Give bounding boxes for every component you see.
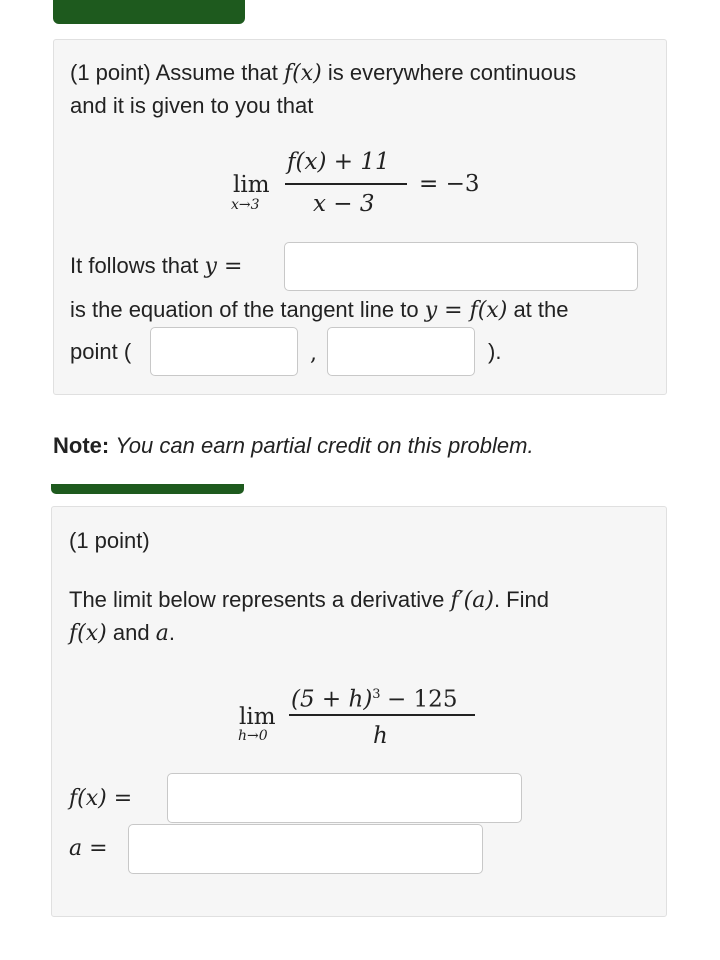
- point-close: ).: [488, 339, 502, 364]
- problem-tab-top: [53, 0, 245, 24]
- point-comma: ,: [310, 341, 317, 366]
- problem-2-desc-line2: [69, 620, 175, 647]
- problem-1-fx: f(x): [284, 61, 322, 86]
- problem-1-intro: [70, 60, 576, 87]
- tangent-text-b: at the: [513, 297, 569, 322]
- problem-2-desc-b: . Find: [493, 587, 549, 612]
- problem-2-points: (1 point): [69, 528, 150, 553]
- limit-2-numerator: [291, 682, 457, 713]
- problem-2-period: .: [168, 620, 175, 645]
- limit-2-fraction-bar: [289, 714, 475, 716]
- partial-credit-note: [53, 433, 534, 459]
- problem-1-intro-b: is everywhere continuous: [327, 60, 577, 85]
- tangent-text-a: is the equation of the tangent line to: [70, 297, 419, 322]
- problem-2-and: and: [112, 620, 150, 645]
- y-equals-label: y =: [204, 254, 243, 279]
- tangent-math: y = f(x): [424, 298, 508, 323]
- problem-1-intro-a: Assume that: [155, 60, 278, 85]
- problem-1-points: (1 point): [70, 60, 151, 85]
- follows-row: [70, 253, 242, 280]
- limit-1-lim: lim: [233, 172, 270, 198]
- point-y-input[interactable]: [327, 327, 475, 376]
- problem-1-intro-line2: and it is given to you that: [70, 93, 314, 118]
- point-x-input[interactable]: [150, 327, 298, 376]
- tangent-row: [70, 297, 568, 324]
- problem-2-desc-a: The limit below represents a derivative: [69, 587, 445, 612]
- limit-1-sub: x→3: [231, 197, 260, 213]
- limit-2-num-exp: 3: [372, 687, 381, 702]
- limit-2-sub: h→0: [238, 728, 268, 744]
- tangent-line-input[interactable]: [284, 242, 638, 291]
- limit-1-denominator: x − 3: [313, 191, 375, 217]
- problem-2-fx: f(x): [69, 621, 107, 646]
- limit-2-num-base: (5 + h): [291, 686, 373, 713]
- limit-1-numerator: f(x) + 11: [287, 149, 390, 175]
- limit-2-lim: lim: [239, 704, 276, 730]
- note-text: You can earn partial credit on this problem.: [115, 433, 534, 458]
- problem-2-a: a: [155, 621, 169, 646]
- fx-answer-label: f(x) =: [69, 786, 133, 811]
- point-label: point (: [70, 339, 132, 364]
- limit-2-denominator: h: [373, 723, 388, 749]
- note-label: Note:: [53, 433, 110, 458]
- a-answer-input[interactable]: [128, 824, 483, 874]
- problem-tab-mid: [51, 484, 244, 494]
- problem-2-fprime: f′(a): [450, 588, 494, 613]
- problem-2-desc: [69, 587, 549, 614]
- fx-answer-input[interactable]: [167, 773, 522, 823]
- limit-1-result: = −3: [419, 171, 480, 197]
- limit-2-num-rest: − 125: [386, 686, 458, 713]
- limit-1-fraction-bar: [285, 183, 407, 185]
- follows-label: It follows that: [70, 253, 199, 278]
- a-answer-label: a =: [69, 836, 108, 861]
